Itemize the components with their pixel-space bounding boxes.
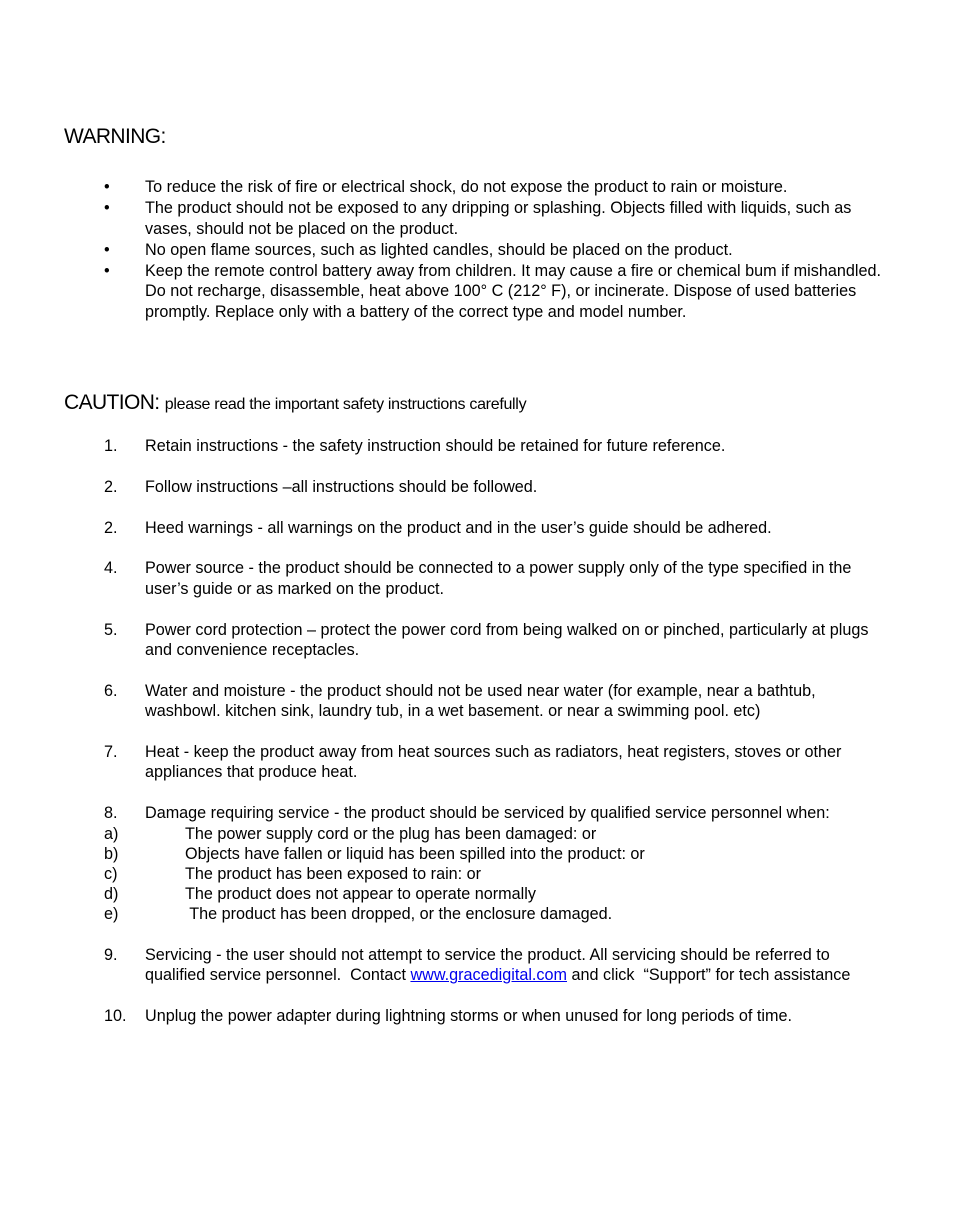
instruction-item: 2. Follow instructions –all instructions should be followed. [104,477,538,496]
instruction-item: 4. Power source - the product should be connected to a power supply only of the type specified in the user’s guide or as marked on the product. [104,559,852,598]
warning-list [104,177,894,323]
item-number: 6. [104,681,118,700]
instruction-item: 7. Heat - keep the product away from heat sources such as radiators, heat registers, stoves or other appliances that produce heat. [104,743,842,782]
instruction-item: 1. Retain instructions - the safety instruction should be retained for future reference. [104,437,726,455]
bullet-icon: • [104,199,110,217]
damage-condition-item: e) The product has been dropped, or the enclosure damaged. [104,905,613,924]
instruction-item: 6. Water and moisture - the product should not be used near water (for example, near a bathtub, washbowl. kitchen sink, laundry tub, in a wet basement. or near a swimming pool. etc) [104,681,816,721]
instruction-item: 10. Unplug the power adapter during lightning storms or when unused for long periods of time. [104,1007,792,1026]
sub-item-label: c) [104,865,118,884]
caution-heading: CAUTION: please read the important safety instructions carefully [64,391,527,414]
bullet-icon: • [104,240,110,259]
item-number: 9. [104,946,118,965]
warning-item: • Keep the remote control battery away from children. It may cause a fire or chemical bum if mishandled. Do not recharge, disassemble, heat above 100° C (212° F), or incinerate. Dispose of used batteries promptly. Replace only with a battery of the correct type and model number. [104,261,881,321]
instruction-item: 5. Power cord protection – protect the power cord from being walked on or pinched, particularly at plugs and convenience receptacles. [104,620,869,659]
bullet-icon: • [104,261,110,280]
warning-heading: WARNING: [64,125,166,148]
item-number: 8. [104,804,118,823]
damage-condition-item: a) The power supply cord or the plug has been damaged: or [104,824,597,843]
instruction-item: 9. Servicing - the user should not attempt to service the product. All servicing should be referred to qualified service personnel. Contact www.gracedigital.com and click “Support” for tech assistance [104,946,851,985]
gracedigital-link[interactable]: www.gracedigital.com [410,966,567,985]
sub-item-label: d) [104,885,119,904]
damage-condition-item: b) Objects have fallen or liquid has been spilled into the product: or [104,844,645,863]
instruction-item: 8. Damage requiring service - the product should be serviced by qualified service personnel when: a) The power supply cord or the plug has been damaged: or b) Objects have fallen or liquid has been spilled into the product: or c) The product has been exposed to rain: or d) The product does not appear to operate normally e) The product has been dropped, or the enclosure damaged. [104,803,894,924]
warning-item: • No open flame sources, such as lighted candles, should be placed on the product. [104,240,733,259]
warning-item: • To reduce the risk of fire or electrical shock, do not expose the product to rain or moisture. [104,178,788,196]
damage-condition-item: c) The product has been exposed to rain: or [104,865,482,884]
instruction-item: 2. Heed warnings - all warnings on the product and in the user’s guide should be adhered. [104,518,772,537]
caution-subheading: please read the important safety instructions carefully [164,396,527,413]
safety-instructions-list [104,436,894,1047]
item-number: 1. [104,437,118,455]
sub-item-label: b) [104,844,119,863]
item-number: 5. [104,620,118,639]
item-number: 2. [104,477,118,496]
item-number: 10. [104,1007,127,1026]
item-number: 7. [104,743,118,761]
item-number: 4. [104,559,118,578]
sub-item-label: e) [104,905,119,924]
sub-item-label: a) [104,824,119,843]
warning-item: • The product should not be exposed to any dripping or splashing. Objects filled with liquids, such as vases, should not be placed on the product. [104,199,852,238]
damage-conditions-list [104,824,894,925]
damage-condition-item: d) The product does not appear to operate normally [104,885,536,904]
bullet-icon: • [104,178,110,196]
item-number: 2. [104,518,118,537]
